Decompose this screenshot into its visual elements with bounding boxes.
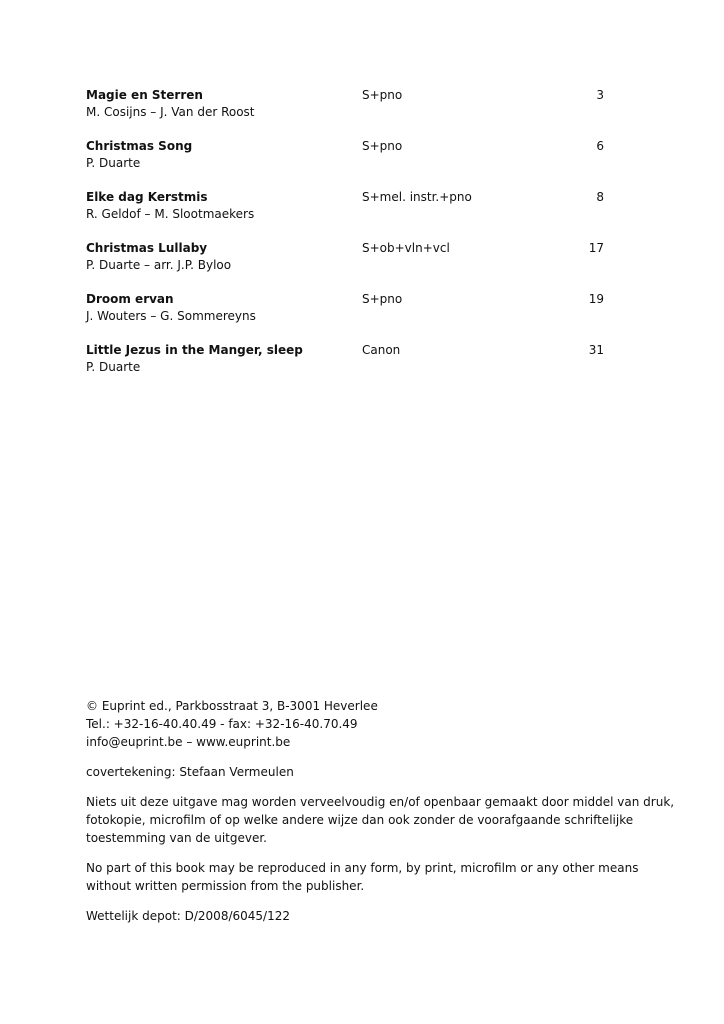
- cover-credit-text: covertekening: Stefaan Vermeulen: [86, 765, 294, 779]
- legal-deposit: [86, 907, 646, 925]
- toc-entry-scoring: S+pno: [362, 292, 403, 306]
- toc-entry-authors: P. Duarte: [86, 360, 141, 374]
- legal-deposit-text: Wettelijk depot: D/2008/6045/122: [86, 909, 290, 923]
- colophon: [86, 697, 675, 937]
- toc-entry-scoring: S+pno: [362, 139, 403, 153]
- toc-entry: [86, 190, 606, 241]
- toc-entry-title: Christmas Song: [86, 139, 193, 153]
- toc-entry-page: 17: [588, 241, 604, 255]
- toc-entry-title: Droom ervan: [86, 292, 174, 306]
- toc-entry-page: 31: [588, 343, 604, 357]
- toc-entry-page: 8: [596, 190, 604, 204]
- toc-entry-title: Elke dag Kerstmis: [86, 190, 208, 204]
- toc-entry-title: Christmas Lullaby: [86, 241, 208, 255]
- rights-notice-dutch-line: Niets uit deze uitgave mag worden verveelvoudig en/of openbaar gemaakt door middel van druk,: [86, 795, 675, 809]
- toc-entry-authors: P. Duarte: [86, 156, 141, 170]
- toc-entry-scoring: S+ob+vln+vcl: [362, 241, 450, 255]
- toc-entry-page: 6: [596, 139, 604, 153]
- toc-entry-authors: M. Cosijns – J. Van der Roost: [86, 105, 255, 119]
- toc-entry: [86, 343, 606, 394]
- rights-notice-dutch-line: fotokopie, microfilm of op welke andere wijze dan ook zonder de voorafgaande schriftelijke: [86, 813, 634, 827]
- toc-entry: [86, 292, 606, 343]
- toc-entry-scoring: S+mel. instr.+pno: [362, 190, 472, 204]
- toc-entry-title: Little Jezus in the Manger, sleep: [86, 343, 303, 357]
- toc-entry: [86, 88, 606, 139]
- rights-notice-english-line: without written permission from the publisher.: [86, 879, 365, 893]
- publisher-contact: [86, 697, 646, 751]
- toc-entry-title: Magie en Sterren: [86, 88, 203, 102]
- toc-entry-authors: P. Duarte – arr. J.P. Byloo: [86, 258, 232, 272]
- rights-notice-dutch: [86, 793, 675, 847]
- toc-entry-authors: R. Geldof – M. Slootmaekers: [86, 207, 255, 221]
- toc-entry: [86, 139, 606, 190]
- toc-entry-scoring: S+pno: [362, 88, 403, 102]
- rights-notice-english: [86, 859, 646, 895]
- toc-entry-authors: J. Wouters – G. Sommereyns: [86, 309, 256, 323]
- rights-notice-dutch-line: toestemming van de uitgever.: [86, 831, 267, 845]
- rights-notice-english-line: No part of this book may be reproduced in any form, by print, microfilm or any other means: [86, 861, 639, 875]
- toc-entry: [86, 241, 606, 292]
- toc-entry-scoring: Canon: [362, 343, 401, 357]
- publisher-address: © Euprint ed., Parkbosstraat 3, B-3001 Heverlee: [86, 699, 378, 713]
- publisher-phone-fax: Tel.: +32-16-40.40.49 - fax: +32-16-40.70.49: [86, 717, 358, 731]
- publisher-email-web: info@euprint.be – www.euprint.be: [86, 735, 291, 749]
- cover-credit: [86, 763, 646, 781]
- toc-entry-page: 3: [596, 88, 604, 102]
- table-of-contents: [86, 88, 606, 394]
- toc-entry-page: 19: [588, 292, 604, 306]
